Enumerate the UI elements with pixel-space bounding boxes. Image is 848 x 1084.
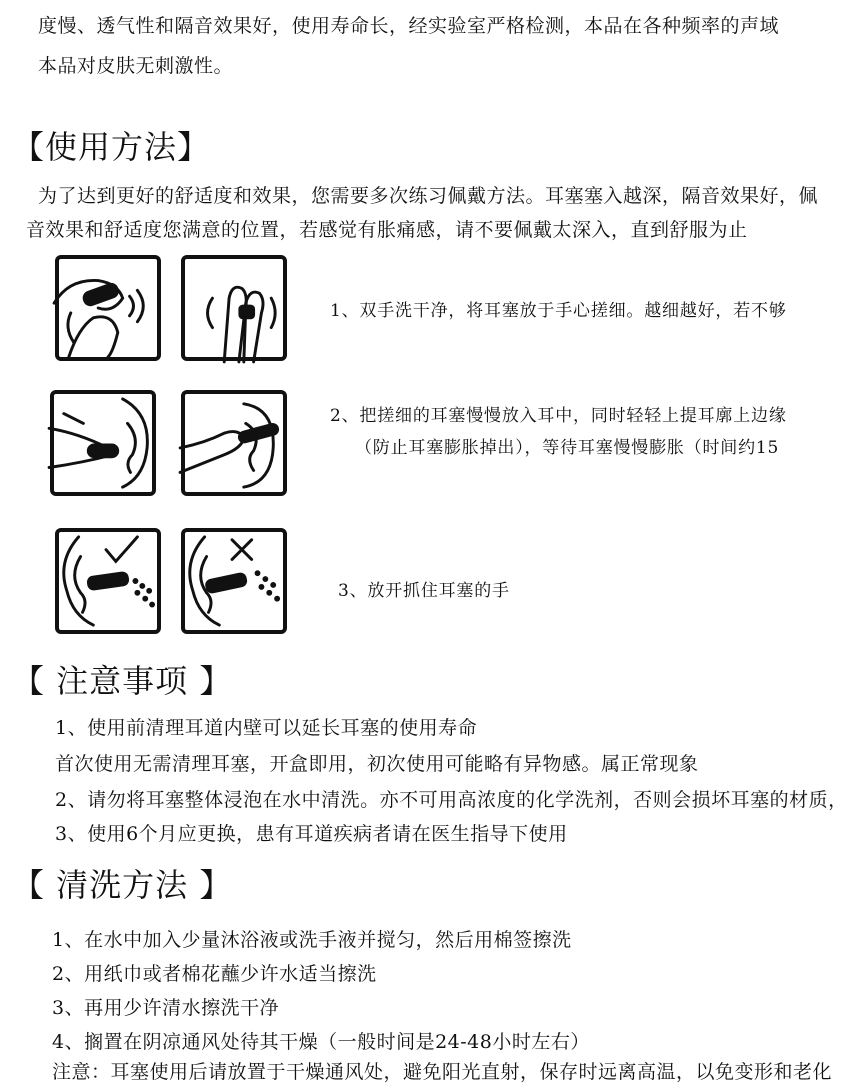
- hands-rolling-icon: [55, 255, 161, 361]
- step-3-text: 3、放开抓住耳塞的手: [338, 581, 510, 601]
- intro-line-1: 度慢、透气性和隔音效果好，使用寿命长，经实验室严格检测，本品在各种频率的声域: [38, 15, 780, 37]
- cleaning-item-2: 2、用纸巾或者棉花蘸少许水适当擦洗: [52, 963, 377, 985]
- usage-heading: 【使用方法】: [12, 128, 211, 166]
- intro-cut-line: [38, 0, 798, 8]
- cleaning-heading: 【 清洗方法 】: [12, 866, 233, 904]
- fingers-rolling-icon: [181, 255, 287, 361]
- notes-item-2: 2、请勿将耳塞整体浸泡在水中清洗。亦不可用高浓度的化学洗剂，否则会损坏耳塞的材质，: [55, 789, 848, 811]
- step-1-text: 1、双手洗干净，将耳塞放于手心搓细。越细越好，若不够: [330, 301, 787, 321]
- cleaning-item-4: 4、搁置在阴凉通风处待其干燥（一般时间是24-48小时左右）: [52, 1031, 590, 1053]
- insert-ear-icon: [50, 390, 156, 496]
- notes-item-3: 3、使用6个月应更换，患有耳道疾病者请在医生指导下使用: [55, 823, 568, 845]
- notes-item-1: 1、使用前清理耳道内壁可以延长耳塞的使用寿命: [55, 717, 478, 739]
- notes-heading: 【 注意事项 】: [12, 662, 233, 700]
- lift-ear-icon: [181, 390, 287, 496]
- usage-para-2: 音效果和舒适度您满意的位置，若感觉有胀痛感，请不要佩戴太深入，直到舒服为止: [26, 219, 748, 241]
- wrong-fit-icon: [181, 528, 287, 634]
- step-2-text-1: 2、把搓细的耳塞慢慢放入耳中，同时轻轻上提耳廓上边缘: [330, 406, 787, 426]
- cleaning-item-3: 3、再用少许清水擦洗干净: [52, 997, 280, 1019]
- correct-fit-icon: [55, 528, 161, 634]
- cleaning-cut-line: 注意：耳塞使用后请放置于干燥通风处，避免阳光直射，保存时远离高温，以免变形和老化: [52, 1061, 833, 1083]
- usage-para-1: 为了达到更好的舒适度和效果，您需要多次练习佩戴方法。耳塞塞入越深，隔音效果好，佩: [38, 185, 819, 207]
- intro-line-2: 本品对皮肤无刺激性。: [38, 55, 234, 77]
- cleaning-item-1: 1、在水中加入少量沐浴液或洗手液并搅匀，然后用棉签擦洗: [52, 929, 572, 951]
- notes-item-1b: 首次使用无需清理耳塞，开盒即用，初次使用可能略有异物感。属正常现象: [55, 753, 699, 775]
- step-2-text-2: （防止耳塞膨胀掉出），等待耳塞慢慢膨胀（时间约15: [355, 438, 780, 458]
